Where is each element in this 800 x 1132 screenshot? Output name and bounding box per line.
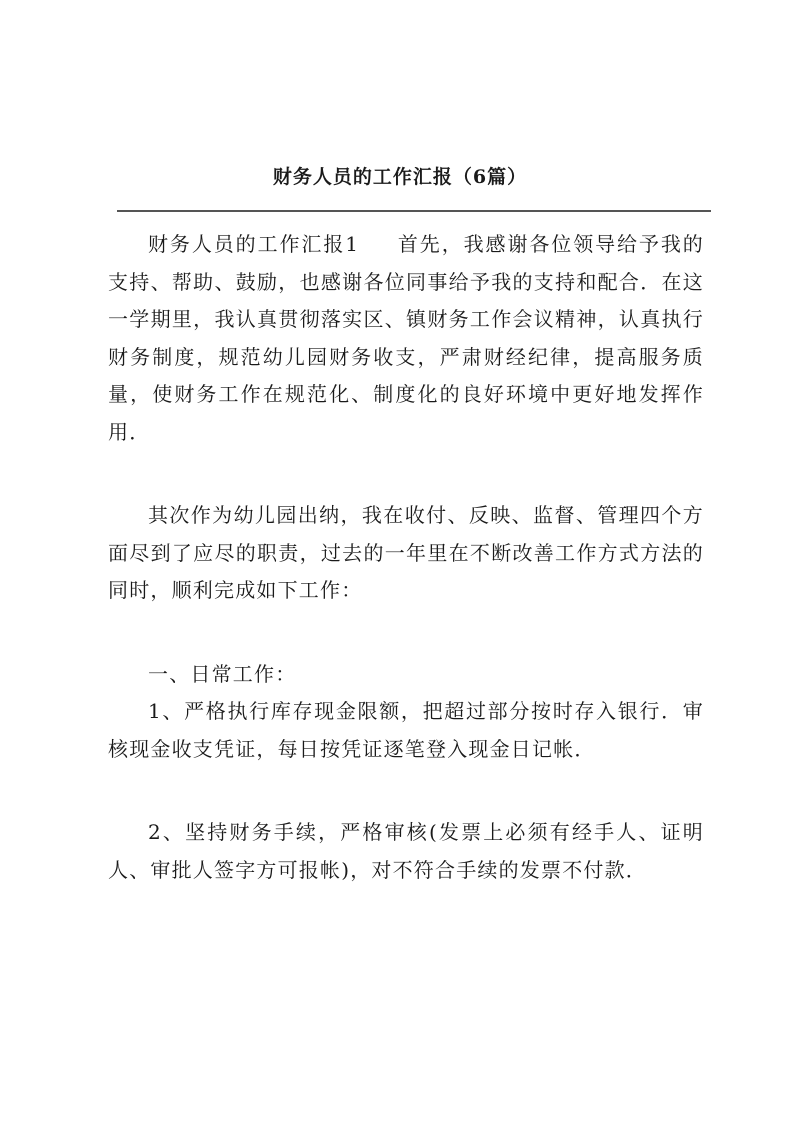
document-body [108, 226, 704, 889]
paragraph-cashier: 其次作为幼儿园出纳，我在收付、反映、监督、管理四个方面尽到了应尽的职责，过去的一年里在不断改善工作方式方法的同时，顺利完成如下工作： [108, 503, 704, 602]
list-item-1: 1、严格执行库存现金限额，把超过部分按时存入银行．审核现金收支凭证，每日按凭证逐笔登入现金日记帐． [108, 699, 704, 761]
paragraph-spacer [108, 768, 704, 814]
paragraph-spacer [108, 451, 704, 497]
page-title: 财务人员的工作汇报（6篇） [272, 166, 528, 188]
paragraph-spacer [108, 610, 704, 656]
list-item-2: 2、坚持财务手续，严格审核(发票上必须有经手人、证明人、审批人签字方可报帐)，对不符合手续的发票不付款． [108, 820, 704, 882]
section-heading: 财务人员的工作汇报1 [148, 232, 360, 256]
list-heading-daily-work: 一、日常工作： [148, 661, 297, 686]
title-divider [117, 210, 711, 212]
paragraph-text: 首先，我感谢各位领导给予我的支持、帮助、鼓励，也感谢各位同事给予我的支持和配合．在这一学期里，我认真贯彻落实区、镇财务工作会议精神，认真执行财务制度，规范幼儿园财务收支，严肃财经纪律，提高服务质量，使财务工作在规范化、制度化的良好环境中更好地发挥作用． [108, 232, 704, 444]
paragraph-intro [108, 226, 704, 451]
